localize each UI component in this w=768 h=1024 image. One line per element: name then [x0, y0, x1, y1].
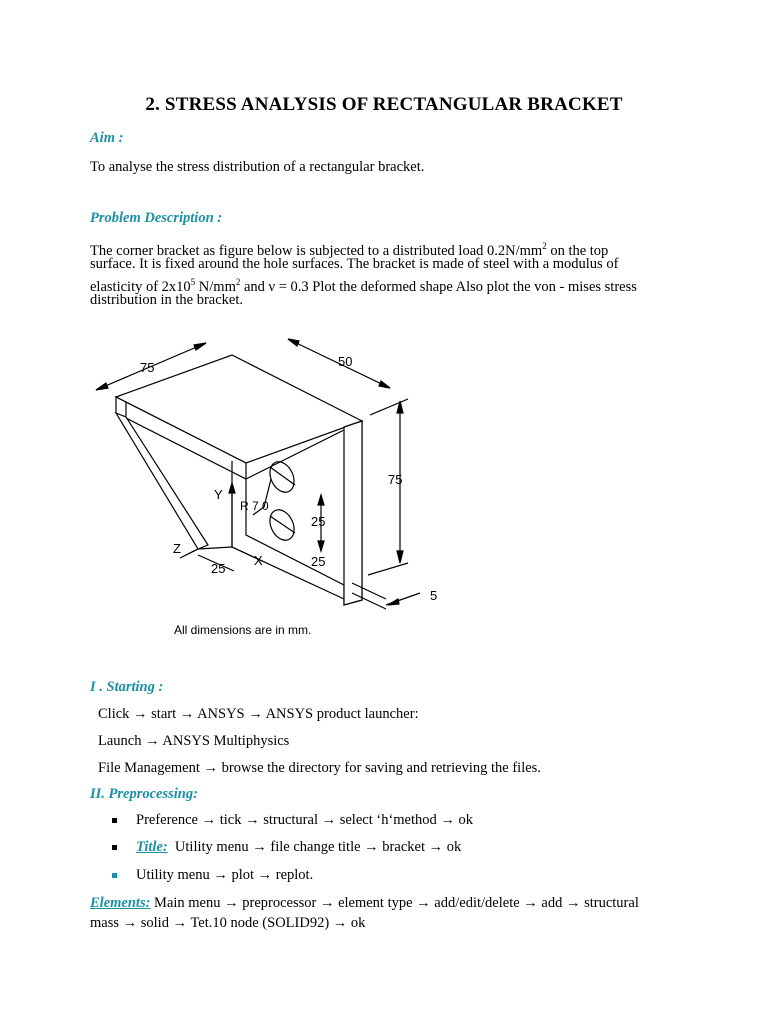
dim-thickness-label: 5 [430, 588, 438, 603]
dim-hole-spacing-label: 25 [311, 514, 326, 529]
axis-z-label: Z [173, 541, 181, 556]
problem-line-4: distribution in the bracket. [90, 292, 244, 308]
title-label: Title: [136, 839, 168, 855]
bullet-marker [112, 873, 117, 878]
preprocessing-heading: II. Preprocessing: [90, 786, 198, 802]
dim-top-length-arrow-b [194, 343, 206, 350]
preprocessing-bullet-3: Utility menu → plot → replot. [136, 867, 314, 883]
dim-thickness-arrow [388, 599, 399, 605]
dim-height-label: 75 [388, 472, 403, 487]
side-plate-edge [344, 421, 362, 605]
dim-hole-bottom-label: 25 [311, 554, 326, 569]
dim-top-width-label: 50 [338, 354, 353, 369]
bullet-marker [112, 818, 117, 823]
dim-extension-bottom [368, 563, 408, 575]
figure-caption: All dimensions are in mm. [174, 623, 312, 637]
dim-radius-label: R 7.0 [240, 499, 269, 513]
problem-sup-2: 5 [190, 277, 196, 287]
problem-line-3c: and ν = 0.3 Plot the deformed shape Also plot the von - mises stress [240, 278, 637, 295]
elements-line-1 [90, 895, 639, 912]
starting-line-1: Click → start → ANSYS → ANSYS product launcher: [98, 706, 419, 722]
problem-heading: Problem Description : [90, 210, 223, 226]
preprocessing-bullet-1: Preference → tick → structural → select ‘h‘method → ok [136, 812, 474, 828]
starting-heading: I . Starting : [90, 679, 164, 695]
problem-sup-3: 2 [235, 277, 241, 287]
starting-line-3: File Management → browse the directory for saving and retrieving the files. [98, 760, 541, 776]
axis-x-label: X [254, 553, 263, 568]
elements-label: Elements: [90, 895, 151, 911]
problem-line-1b: on the top [546, 242, 609, 259]
problem-sup-1: 2 [542, 241, 547, 251]
elements-text-1: Main menu → preprocessor → element type → add/edit/delete → add → structural [150, 895, 639, 911]
problem-line-3b: N/mm [195, 278, 236, 295]
y-axis-arrow [229, 483, 235, 493]
dim-height-arrow-b [397, 551, 403, 563]
elements-line-2: mass → solid → Tet.10 node (SOLID92) → ok [90, 915, 366, 931]
preprocessing-bullet-2 [136, 839, 461, 856]
starting-line-2: Launch → ANSYS Multiphysics [98, 733, 290, 749]
title-step-text: Utility menu → file change title → bracket → ok [167, 839, 462, 855]
bullet-marker [112, 845, 117, 850]
dim-top-length-label: 75 [140, 360, 155, 375]
bracket-drawing [90, 335, 450, 640]
dim-top-length-arrow-a [96, 383, 108, 390]
dim-top-width-arrow-b [379, 381, 390, 388]
axis-y-label: Y [214, 487, 223, 502]
problem-line-2: surface. It is fixed around the hole surfaces. The bracket is made of steel with a modulus of [90, 256, 619, 272]
problem-line-1a: The corner bracket as figure below is subjected to a distributed load 0.2N/mm [90, 242, 543, 259]
page-title: 2. STRESS ANALYSIS OF RECTANGULAR BRACKET [145, 94, 623, 115]
dim-x-offset-label: 25 [211, 561, 226, 576]
aim-text: To analyse the stress distribution of a rectangular bracket. [90, 159, 425, 175]
dim-top-width-arrow-a [288, 339, 299, 346]
aim-heading: Aim : [90, 130, 124, 146]
z-axis-stub [180, 550, 196, 558]
problem-line-3a: elasticity of 2x10 [90, 278, 191, 295]
